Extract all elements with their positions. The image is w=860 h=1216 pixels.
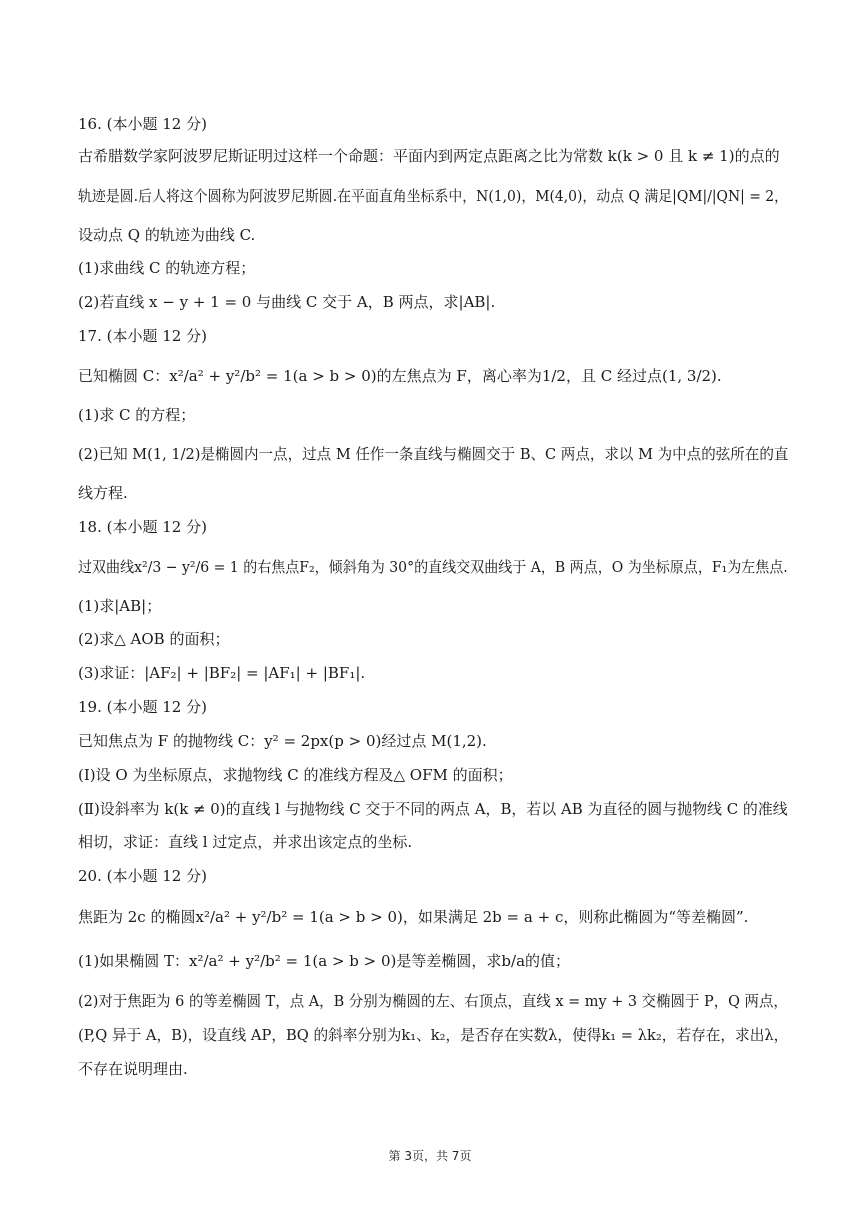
page-footer: 第 3页，共 7页 bbox=[388, 1149, 472, 1163]
problem-17-heading: 17. (本小题 12 分) bbox=[78, 327, 207, 345]
problem-16-line-1: 古希腊数学家阿波罗尼斯证明过这样一个命题：平面内到两定点距离之比为常数 k(k > 0 且 k ≠ 1)的点的 bbox=[78, 147, 780, 165]
problem-16-part-2: (2)若直线 x − y + 1 = 0 与曲线 C 交于 A，B 两点，求|AB|. bbox=[78, 293, 496, 311]
problem-16-line-2: 轨迹是圆.后人将这个圆称为阿波罗尼斯圆.在平面直角坐标系中，N(1,0)，M(4,0)，动点 Q 满足|QM|/|QN| = 2， bbox=[78, 187, 789, 205]
problem-20-part-1: (1)如果椭圆 T：x²/a² + y²/b² = 1(a > b > 0)是等差椭圆，求b/a的值； bbox=[78, 952, 571, 970]
problem-19-part-1: (Ⅰ)设 O 为坐标原点，求抛物线 C 的准线方程及△ OFM 的面积； bbox=[78, 766, 513, 784]
problem-17-part-1: (1)求 C 的方程； bbox=[78, 406, 196, 424]
problem-20-part-2: (2)对于焦距为 6 的等差椭圆 T，点 A，B 分别为椭圆的左、右顶点，直线 x = my + 3 交椭圆于 P，Q 两点， bbox=[78, 992, 788, 1010]
problem-18-heading: 18. (本小题 12 分) bbox=[78, 518, 207, 536]
problem-20-heading: 20. (本小题 12 分) bbox=[78, 867, 207, 885]
problem-20-part-2-cont: (P,Q 异于 A，B)，设直线 AP，BQ 的斜率分别为k₁、k₂，是否存在实数λ，使得k₁ = λk₂，若存在，求出λ， bbox=[78, 1026, 789, 1044]
problem-17-line-1: 已知椭圆 C：x²/a² + y²/b² = 1(a > b > 0)的左焦点为 F，离心率为1/2，且 C 经过点(1, 3/2). bbox=[78, 367, 722, 385]
problem-17-part-2: (2)已知 M(1, 1/2)是椭圆内一点，过点 M 任作一条直线与椭圆交于 B、C 两点，求以 M 为中点的弦所在的直 bbox=[78, 445, 789, 463]
problem-18-part-3: (3)求证：|AF₂| + |BF₂| = |AF₁| + |BF₁|. bbox=[78, 664, 366, 682]
problem-16-part-1: (1)求曲线 C 的轨迹方程； bbox=[78, 259, 256, 277]
problem-20-line-1: 焦距为 2c 的椭圆x²/a² + y²/b² = 1(a > b > 0)，如果满足 2b = a + c，则称此椭圆为“等差椭圆”. bbox=[78, 908, 749, 926]
problem-16-line-3: 设动点 Q 的轨迹为曲线 C. bbox=[78, 226, 256, 244]
problem-18-part-1: (1)求|AB|； bbox=[78, 597, 162, 615]
problem-18-line-1: 过双曲线x²/3 − y²/6 = 1 的右焦点F₂，倾斜角为 30°的直线交双曲线于 A，B 两点，O 为坐标原点，F₁为左焦点. bbox=[78, 558, 788, 576]
problem-19-part-2: (Ⅱ)设斜率为 k(k ≠ 0)的直线 l 与抛物线 C 交于不同的两点 A，B，若以 AB 为直径的圆与抛物线 C 的准线 bbox=[78, 800, 788, 818]
problem-18-part-2: (2)求△ AOB 的面积； bbox=[78, 630, 230, 648]
problem-17-part-2-cont: 线方程. bbox=[78, 484, 128, 502]
problem-20-part-2-end: 不存在说明理由. bbox=[78, 1060, 188, 1078]
problem-16-heading: 16. (本小题 12 分) bbox=[78, 115, 207, 133]
problem-19-line-1: 已知焦点为 F 的抛物线 C：y² = 2px(p > 0)经过点 M(1,2). bbox=[78, 732, 487, 750]
problem-19-heading: 19. (本小题 12 分) bbox=[78, 698, 207, 716]
problem-19-part-2-cont: 相切，求证：直线 l 过定点，并求出该定点的坐标. bbox=[78, 833, 413, 851]
